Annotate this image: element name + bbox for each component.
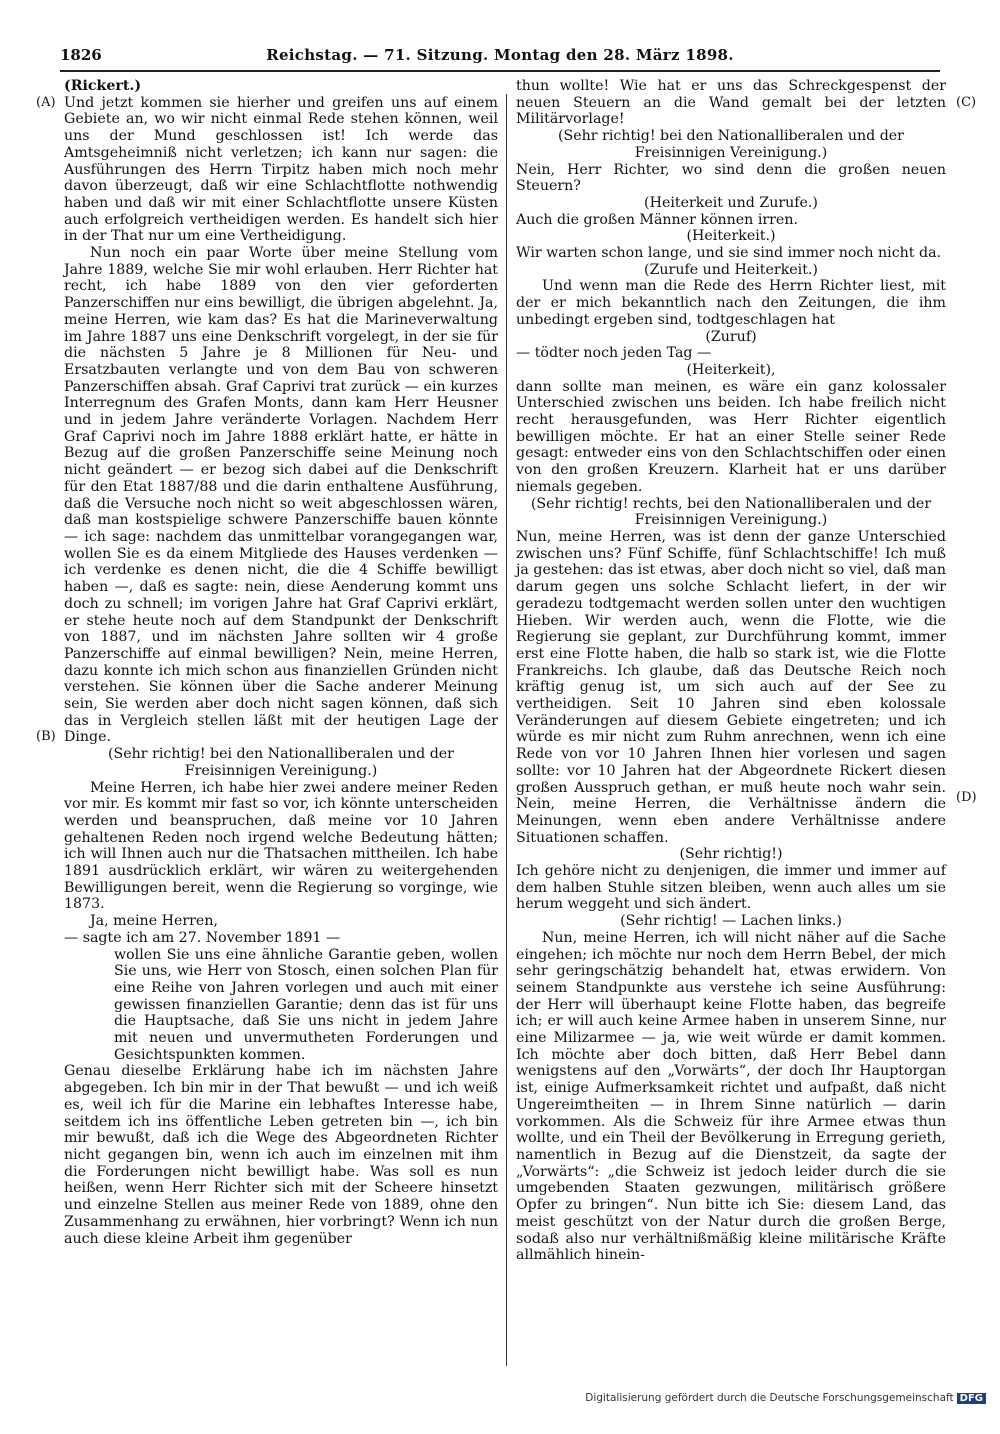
paragraph: Meine Herren, ich habe hier zwei andere meiner Reden vor mir. Es kommt mir fast so vor, ich könnte unterscheiden werden und beanspruchen, daß meine vor 10 Jahren gehaltenen Reden noch irgend welche Bedeutung hätten; ich will Ihnen auch nur die Thatsachen mittheilen. Ich habe 1891 ausdrücklich erklärt, wir wären zu weitergehenden Bewilligungen bereit, wenn die Regierung so vorginge, wie 1873.: [64, 779, 498, 913]
block-quote: [64, 947, 498, 1064]
paragraph: Auch die großen Männer können irren.: [516, 211, 798, 228]
speaker-name: (Rickert.): [64, 78, 142, 94]
paragraph: Nun noch ein paar Worte über meine Stellung vom Jahre 1889, welche Sie mir wohl erlauben. Herr Richter hat recht, ich habe 1889 von den vier geforderten Panzerschiffen nur eins bewilligt, die übrigen abgelehnt. Ja, meine Herren, wie kam das? Es hat die Marineverwaltung im Jahre 1887 uns eine Denkschrift vorgelegt, in der sie für die nächsten 5 Jahre je 8 Millionen für Neu- und Ersatzbauten verlangte und von dem Bau von schweren Panzerschiffen absah. Graf Caprivi trat zurück — ein kurzes Interregnum des Grafen Monts, dann kam Herr Heusner und in jedem Jahre veränderte Vorlagen. Nachdem Herr Graf Caprivi noch im Jahre 1888 erklärt hatte, er hätte in Bezug auf die großen Panzerschiffe seine Meinung noch nicht geändert — er bezog sich dabei auf die Denkschrift für den Etat 1887/88 und die darin enthaltene Ausführung, daß die Versuche noch nicht so weit abgeschlossen wären, daß man kostspielige schwere Panzerschiffe bauen könnte — ich sage: nachdem das unmittelbar vorangegangen war, wollen Sie es da einem Mitgliede des Hauses verdenken — ich verdenke es denen nicht, die die 4 Schiffe bewilligt haben —, daß es sagte: nein, diese Aenderung kommt uns doch zu schnell; im vorigen Jahre hat Graf Caprivi erklärt, er stehe heute noch auf dem Standpunkt der Denkschrift von 1887, und im nächsten Jahre sollten wir 4 große Panzerschiffe auf einmal bewilligen? Nein, meine Herren, dazu konnte ich mich schon aus finanziellen Gründen nicht verstehen. Sie können über die Sache anderer Meinung sein, Sie werden aber doch nicht sagen können, daß sich das in Vergleich stellen läßt mit der heutigen Lage der Dinge.: [64, 245, 498, 746]
right-column: [516, 78, 946, 1264]
margin-letter-d: (D): [956, 790, 977, 805]
reaction: (Sehr richtig! — Lachen links.): [620, 913, 842, 930]
reaction: (Zurufe und Heiterkeit.): [644, 261, 818, 278]
paragraph: thun wollte! Wie hat er uns das Schreckgespenst der neuen Steuern an die Wand gemalt bei der letzten Militärvorlage!: [516, 78, 946, 128]
reaction: (Heiterkeit),: [686, 361, 776, 378]
footer-text: Digitalisierung gefördert durch die Deutsche Forschungsgemeinschaft: [585, 1392, 954, 1404]
quote-text: wollen Sie uns eine ähnliche Garantie geben, wollen Sie uns, wie Herr von Stosch, einen solchen Plan für eine Reihe von Jahren vorlegen und auch mit einer gewissen finanziellen Garantie; denn das ist für uns die Hauptsache, daß Sie uns nicht in jedem Jahre mit neuen und unvermutheten Forderungen und Gesichtspunkten kommen.: [114, 946, 498, 1063]
reaction: (Sehr richtig!): [679, 846, 783, 863]
paragraph: Ja, meine Herren,: [90, 913, 218, 930]
column-divider: [506, 94, 507, 1366]
paragraph: Und jetzt kommen sie hierher und greifen uns auf einem Gebiete an, wo wir nicht einmal Rede stehen können, weil uns der Mund geschlossen ist! Ich werde das Amtsgeheimniß nicht verletzen; ich kann nur sagen: die Ausführungen des Herrn Tirpitz haben mich noch mehr davon überzeugt, daß wir eine Schlachtflotte nothwendig haben und daß wir mit einer Schlachtflotte unsere Küsten auch erfolgreich vertheidigen werden. Es handelt sich hier in der That nur um eine Vertheidigung.: [64, 94, 498, 245]
paragraph: Nein, Herr Richter, wo sind denn die großen neuen Steuern?: [516, 161, 946, 195]
paragraph: Ich gehöre nicht zu denjenigen, die immer und immer auf dem halben Stuhle sitzen bleiben, wenn auch alles um sie herum weggeht und sich ändert.: [516, 863, 946, 913]
margin-letter-b: (B): [36, 729, 56, 744]
margin-letter-a: (A): [36, 95, 56, 110]
reaction: (Sehr richtig! bei den Nationalliberalen und der Freisinnigen Vereinigung.): [558, 128, 904, 161]
paragraph: Und wenn man die Rede des Herrn Richter liest, mit der er mich bekanntlich nach den Zeitungen, die ihm unbedingt ergeben sind, todtgeschlagen hat: [516, 278, 946, 328]
header-rule: [60, 70, 940, 72]
reaction: (Zuruf): [705, 328, 757, 345]
reaction: (Sehr richtig! bei den Nationalliberalen und der Freisinnigen Vereinigung.): [108, 746, 454, 779]
paragraph: — tödter noch jeden Tag —: [516, 345, 712, 362]
margin-letter-c: (C): [956, 95, 977, 110]
footer-credit: [585, 1392, 986, 1404]
reaction: (Sehr richtig! rechts, bei den Nationalliberalen und der Freisinnigen Vereinigung.): [530, 495, 932, 529]
paragraph: dann sollte man meinen, es wäre ein ganz kolossaler Unterschied zwischen uns beiden. Ich habe freilich nicht recht herausgefunden, was Herr Richter eigentlich bewilligen möchte. Er hat an einer Stelle seiner Rede gesagt: entweder eins von den Schlachtschiffen oder einen von den großen Kreuzern. Klarheit hat er uns darüber niemals gegeben.: [516, 378, 946, 495]
paragraph: Nun, meine Herren, was ist denn der ganze Unterschied zwischen uns? Fünf Schiffe, fünf Schlachtschiffe! Ich muß ja gestehen: das ist etwas, aber doch nicht so viel, daß man darum gegen uns solche Schlacht liefert, in der wir geradezu todtgemacht werden sollen unter den wuchtigen Hieben. Wir werden auch, wenn die Flotte, wie die Regierung sie geplant, zur Durchführung kommt, immer erst eine Flotte haben, die halb so stark ist, wie die Flotte Frankreichs. Ich glaube, daß das Deutsche Reich noch kräftig genug ist, um sich auch auf der See zu vertheidigen. Seit 10 Jahren sind eben kolossale Veränderungen auf diesem Gebiete eingetreten; und ich würde es mir nicht zum Ruhm anrechnen, wenn ich eine Rede von vor 10 Jahren Ihnen hier vorlesen und sagen sollte: vor 10 Jahren hat der Abgeordnete Rickert diesen großen Ausspruch gethan, er muß heute noch wahr sein. Nein, meine Herren, die Verhältnisse ändern die Meinungen, wenn eben andere Verhältnisse andere Situationen schaffen.: [516, 528, 946, 846]
paragraph: Wir warten schon lange, und sie sind immer noch nicht da.: [516, 245, 942, 262]
page-header: [60, 46, 940, 70]
paragraph: — sagte ich am 27. November 1891 —: [64, 929, 341, 946]
page-number: 1826: [60, 46, 102, 64]
paragraph: Genau dieselbe Erklärung habe ich im nächsten Jahre abgegeben. Ich bin mir in der That bewußt — und ich weiß es, weil ich für die Marine ein lebhaftes Interesse habe, seitdem ich ins öffentliche Leben getreten bin —, ich bin mir bewußt, daß ich die Wege des Abgeordneten Richter nicht gegangen bin, wenn ich auch im einzelnen mit ihm die Forderungen nicht bewilligt habe. Was soll es nun heißen, wenn Herr Richter sich mit der Scheere hinsetzt und einzelne Stellen aus meiner Rede von 1889, ohne den Zusammenhang zu erwähnen, hier vorbringt? Wenn ich nun auch diese kleine Arbeit ihm gegenüber: [64, 1063, 498, 1247]
left-column: [64, 78, 498, 1247]
reaction: (Heiterkeit und Zurufe.): [644, 194, 818, 211]
paragraph: Nun, meine Herren, ich will nicht näher auf die Sache eingehen; ich möchte nur noch dem Herrn Bebel, der mich sehr geringschätzig behandelt hat, etwas erwidern. Von seinem Standpunkte aus verstehe ich seine Ausführung: der Herr will überhaupt keine Flotte haben, das begreife ich; er will auch keine Armee haben in unserem Sinne, nur eine Milizarmee — ja, wie weit würde er damit kommen. Ich möchte aber doch bitten, daß Herr Bebel dann wenigstens auf den „Vorwärts“, der doch Ihr Hauptorgan ist, einige Aufmerksamkeit richtet und aufpaßt, daß nicht Ungereimtheiten — in Ihrem Sinne natürlich — darin vorkommen. Als die Schweiz für ihre Armee etwas thun wollte, und ein Theil der Bevölkerung in Erregung gerieth, namentlich in Bezug auf die Dienstzeit, da sagte der „Vorwärts“: „die Schweiz ist jedoch leider durch die sie umgebenden Staaten gezwungen, militärisch größere Opfer zu bringen“. Nun bitte ich Sie: diesem Land, das meist geschützt von der Natur durch die großen Berge, sodaß also nur verhältnißmäßig kleine militärische Kräfte allmählich hinein-: [516, 929, 946, 1264]
dfg-logo: DFG: [957, 1393, 986, 1404]
reaction: (Heiterkeit.): [686, 228, 776, 245]
running-title: Reichstag. — 71. Sitzung. Montag den 28. März 1898.: [266, 46, 734, 64]
